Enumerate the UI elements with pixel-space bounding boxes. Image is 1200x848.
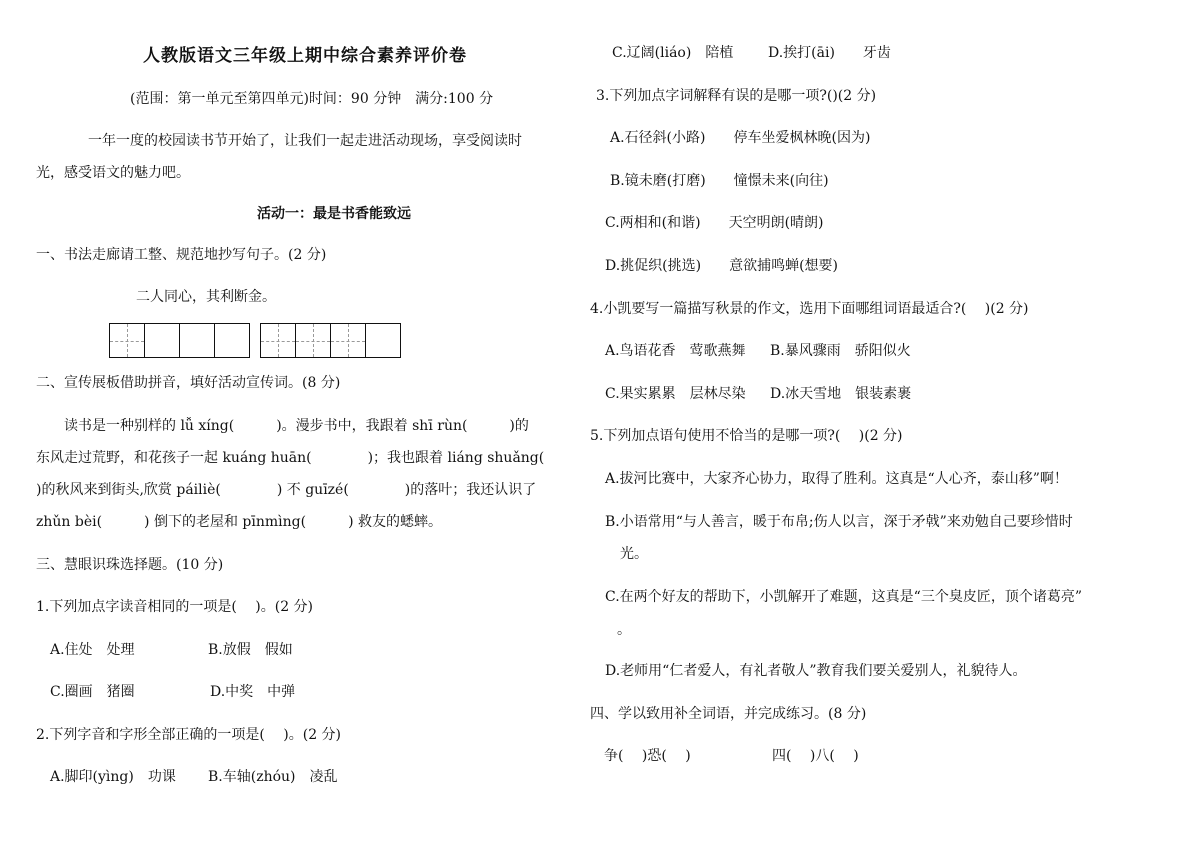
writing-cell[interactable] (261, 324, 295, 357)
question-1-heading: 一、书法走廊请工整、规范地抄写句子。(2 分) (36, 247, 327, 263)
question-3-5-option-b-line-2: 光。 (620, 546, 648, 562)
question-3-2-option-c: C.辽阔(liáo) 陪植 (612, 45, 734, 61)
question-3-5-option-d: D.老师用“仁者爱人，有礼者敬人”教育我们要关爱别人，礼貌待人。 (605, 663, 1027, 679)
question-1-sentence: 二人同心，其利断金。 (136, 289, 276, 305)
writing-grid-1[interactable] (109, 323, 250, 358)
question-3-4-option-a: A.鸟语花香 莺歌燕舞 (605, 343, 746, 359)
question-3-5-option-c-line-2: 。 (617, 622, 631, 638)
question-3-5-option-a: A.拔河比赛中，大家齐心协力，取得了胜利。这真是“人心齐，泰山移”啊！ (605, 471, 1068, 487)
writing-grid-2[interactable] (260, 323, 401, 358)
intro-line-1: 一年一度的校园读书节开始了，让我们一起走进活动现场，享受阅读时 (88, 133, 522, 149)
question-3-5: 5.下列加点语句使用不恰当的是哪一项?( )(2 分) (590, 428, 903, 444)
question-3-2-option-d: D.挨打(āi) 牙齿 (768, 45, 891, 61)
question-3-heading: 三、慧眼识珠选择题。(10 分) (36, 557, 224, 573)
writing-cell[interactable] (214, 324, 249, 357)
writing-cell[interactable] (144, 324, 179, 357)
question-3-1-option-a: A.住处 处理 (50, 642, 135, 658)
writing-cell[interactable] (110, 324, 144, 357)
question-3-4-option-c: C.果实累累 层林尽染 (605, 386, 746, 402)
writing-cell[interactable] (365, 324, 400, 357)
question-3-4-option-b: B.暴风骤雨 骄阳似火 (770, 343, 911, 359)
question-3-3-option-c: C.两相和(和谐) 天空明朗(晴朗) (605, 215, 824, 231)
exam-range-line: (范围：第一单元至第四单元)时间：90 分钟 满分:100 分 (130, 91, 494, 107)
question-3-3-option-a: A.石径斜(小路) 停车坐爱枫林晚(因为) (610, 130, 871, 146)
question-3-4-option-d: D.冰天雪地 银装素裹 (770, 386, 912, 402)
question-2-line-2: 东风走过荒野，和花孩子一起 kuáng huān( )；我也跟着 liáng shuǎng( (36, 450, 545, 466)
question-3-3: 3.下列加点字词解释有误的是哪一项?()(2 分) (596, 88, 877, 104)
question-4-word-1: 争( )恐( ) (604, 748, 691, 764)
exam-title: 人教版语文三年级上期中综合素养评价卷 (143, 46, 467, 66)
question-3-1-option-d: D.中奖 中弹 (210, 684, 296, 700)
question-3-5-option-b-line-1: B.小语常用“与人善言，暖于布帛;伤人以言，深于矛戟”来劝勉自己要珍惜时 (605, 514, 1073, 530)
question-2-line-4: zhǔn bèi( ) 倒下的老屋和 pīnmìng( ) 救友的蟋蟀。 (36, 514, 442, 530)
question-3-1: 1.下列加点字读音相同的一项是( )。(2 分) (36, 599, 314, 615)
intro-line-2: 光，感受语文的魅力吧。 (36, 165, 190, 181)
question-3-2-option-a: A.脚印(yìng) 功课 (50, 769, 176, 785)
question-2-heading: 二、宣传展板借助拼音，填好活动宣传词。(8 分) (36, 375, 341, 391)
question-3-3-option-b: B.镜未磨(打磨) 憧憬未来(向往) (610, 173, 829, 189)
question-4-word-2: 四( )八( ) (772, 748, 859, 764)
question-3-2-option-b: B.车轴(zhóu) 凌乱 (208, 769, 338, 785)
question-3-1-option-b: B.放假 假如 (208, 642, 293, 658)
activity-1-heading: 活动一：最是书香能致远 (257, 206, 411, 222)
question-3-3-option-d: D.挑促织(挑选) 意欲捕鸣蝉(想要) (605, 258, 839, 274)
question-3-1-option-c: C.圈画 猪圈 (50, 684, 135, 700)
writing-cell[interactable] (295, 324, 330, 357)
question-2-line-1: 读书是一种别样的 lǚ xíng( )。漫步书中，我跟着 shī rùn( )的 (64, 418, 529, 434)
question-3-5-option-c-line-1: C.在两个好友的帮助下，小凯解开了难题，这真是“三个臭皮匠，顶个诸葛亮” (605, 589, 1082, 605)
question-3-4: 4.小凯要写一篇描写秋景的作文，选用下面哪组词语最适合?( )(2 分) (590, 301, 1029, 317)
question-3-2: 2.下列字音和字形全部正确的一项是( )。(2 分) (36, 727, 342, 743)
question-4-heading: 四、学以致用补全词语，并完成练习。(8 分) (590, 706, 867, 722)
question-2-line-3: )的秋风来到街头,欣赏 páiliè( ) 不 guīzé( )的落叶；我还认识了 (36, 482, 537, 498)
writing-cell[interactable] (330, 324, 365, 357)
writing-cell[interactable] (179, 324, 214, 357)
